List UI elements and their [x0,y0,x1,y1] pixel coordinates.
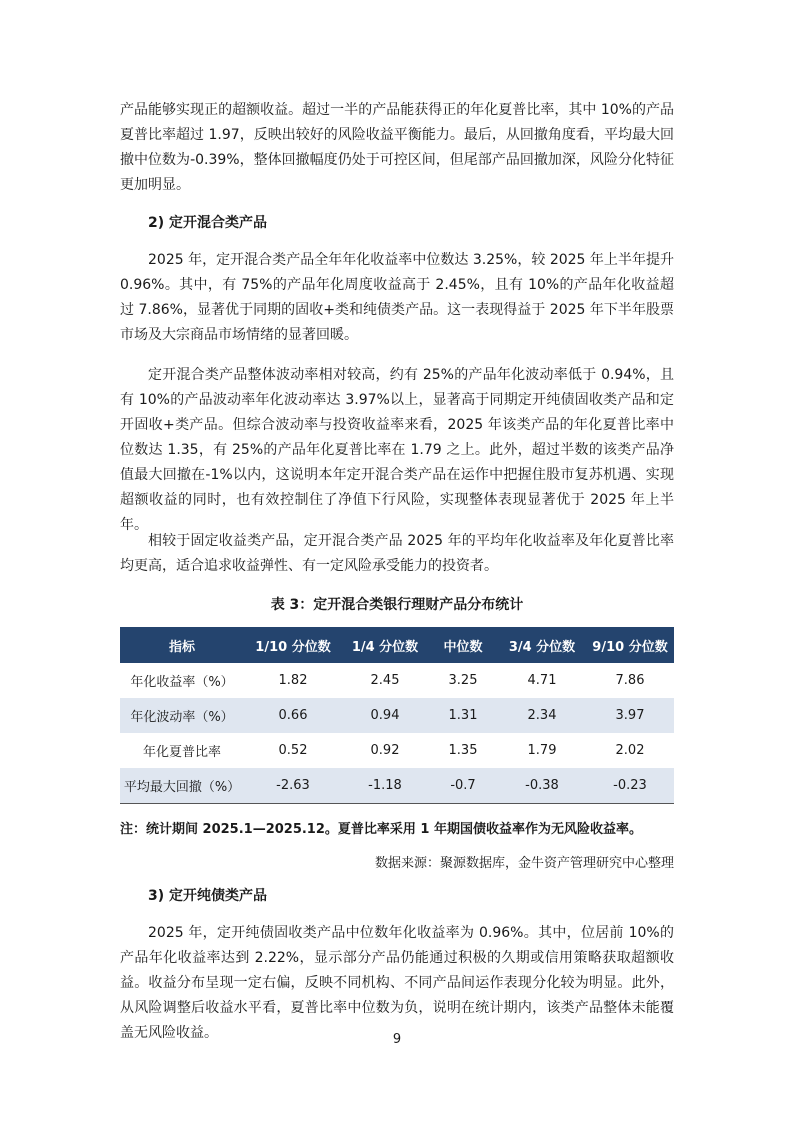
header-p10: 1/10 分位数 [244,627,342,663]
paragraph-mixed-volatility: 定开混合类产品整体波动率相对较高，约有 25%的产品年化波动率低于 0.94%，且有 10%的产品波动率年化波动率达 3.97%以上，显著高于同期定开纯债固收类产品和定开固收+类产品。但综合波动率与投资收益率来看，2025 年该类产品的年化夏普比率中位数达 1.35，有 25%的产品年化夏普比率在 1.79 之上。此外，超过半数的该类产品净值最大回撤在-1%以内，这说明本年定开混合类产品在运作中把握住股市复苏机遇、实现超额收益的同时，也有效控制住了净值下行风险，实现整体表现显著优于 2025 年上半年。 [120,367,674,533]
header-median: 中位数 [428,627,498,663]
table-row [120,663,674,698]
table-cell: 0.52 [278,743,308,758]
page-number: 9 [392,1032,402,1047]
table-cell: -0.7 [428,768,498,804]
table-cell: 1.79 [527,743,557,758]
table-cell: -1.18 [342,768,428,804]
header-p90: 9/10 分位数 [586,627,674,663]
distribution-table [120,627,674,804]
data-source: 数据来源：聚源数据库，金牛资产管理研究中心整理 [374,856,674,871]
header-p75: 3/4 分位数 [498,627,586,663]
header-p25: 1/4 分位数 [342,627,428,663]
table-caption: 表 3：定开混合类银行理财产品分布统计 [270,597,524,613]
table-cell: 2.02 [615,743,645,758]
table-row [120,698,674,733]
header-indicator: 指标 [120,627,244,663]
row-label: 年化夏普比率 [142,745,221,760]
table-cell: 4.71 [527,673,557,688]
table-header-row [120,627,674,663]
paragraph-mixed-comparison: 相较于固定收益类产品，定开混合类产品 2025 年的平均年化收益率及年化夏普比率均更高，适合追求收益弹性、有一定风险承受能力的投资者。 [120,533,674,574]
table-cell: 2.45 [370,673,400,688]
paragraph-pure-bond: 2025 年，定开纯债固收类产品中位数年化收益率为 0.96%。其中，位居前 10%的产品年化收益率达到 2.22%，显示部分产品仍能通过积极的久期或信用策略获取超额收益。收益分布呈现一定右偏，反映不同机构、不同产品间运作表现分化较为明显。此外，从风险调整后收益水平看，夏普比率中位数为负，说明在统计期内，该类产品整体未能覆盖无风险收益。 [120,925,674,1041]
table-cell: 7.86 [615,673,645,688]
table-cell: -0.23 [586,768,674,804]
row-label: 平均最大回撤（%） [120,768,244,804]
table-row [120,768,674,804]
table-cell: 1.31 [428,698,498,733]
paragraph-intro: 产品能够实现正的超额收益。超过一半的产品能获得正的年化夏普比率，其中 10%的产品夏普比率超过 1.97，反映出较好的风险收益平衡能力。最后，从回撤角度看，平均最大回撤中位数为-0.39%，整体回撤幅度仍处于可控区间，但尾部产品回撤加深，风险分化特征更加明显。 [120,102,674,193]
table-cell: 0.94 [342,698,428,733]
row-label: 年化波动率（%） [120,698,244,733]
table-cell: 0.92 [370,743,400,758]
section-heading-pure-bond: 3) 定开纯债类产品 [148,888,268,904]
table-cell: -0.38 [498,768,586,804]
section-heading-mixed: 2) 定开混合类产品 [148,215,268,231]
table-cell: 2.34 [498,698,586,733]
table-cell: 1.35 [448,743,478,758]
table-cell: 3.97 [586,698,674,733]
table-cell: 3.25 [448,673,478,688]
row-label: 年化收益率（%） [130,675,234,690]
paragraph-mixed-returns: 2025 年，定开混合类产品全年年化收益率中位数达 3.25%，较 2025 年上半年提升 0.96%。其中，有 75%的产品年化周度收益高于 2.45%，且有 10%的产品年化收益超过 7.86%，显著优于同期的固收+类和纯债类产品。这一表现得益于 2025 年下半年股票市场及大宗商品市场情绪的显著回暖。 [120,252,674,343]
table-row [120,733,674,768]
table-note: 注：统计期间 2025.1—2025.12。夏普比率采用 1 年期国债收益率作为无风险收益率。 [120,822,642,837]
table-cell: 1.82 [278,673,308,688]
table-cell: 0.66 [244,698,342,733]
table-cell: -2.63 [244,768,342,804]
